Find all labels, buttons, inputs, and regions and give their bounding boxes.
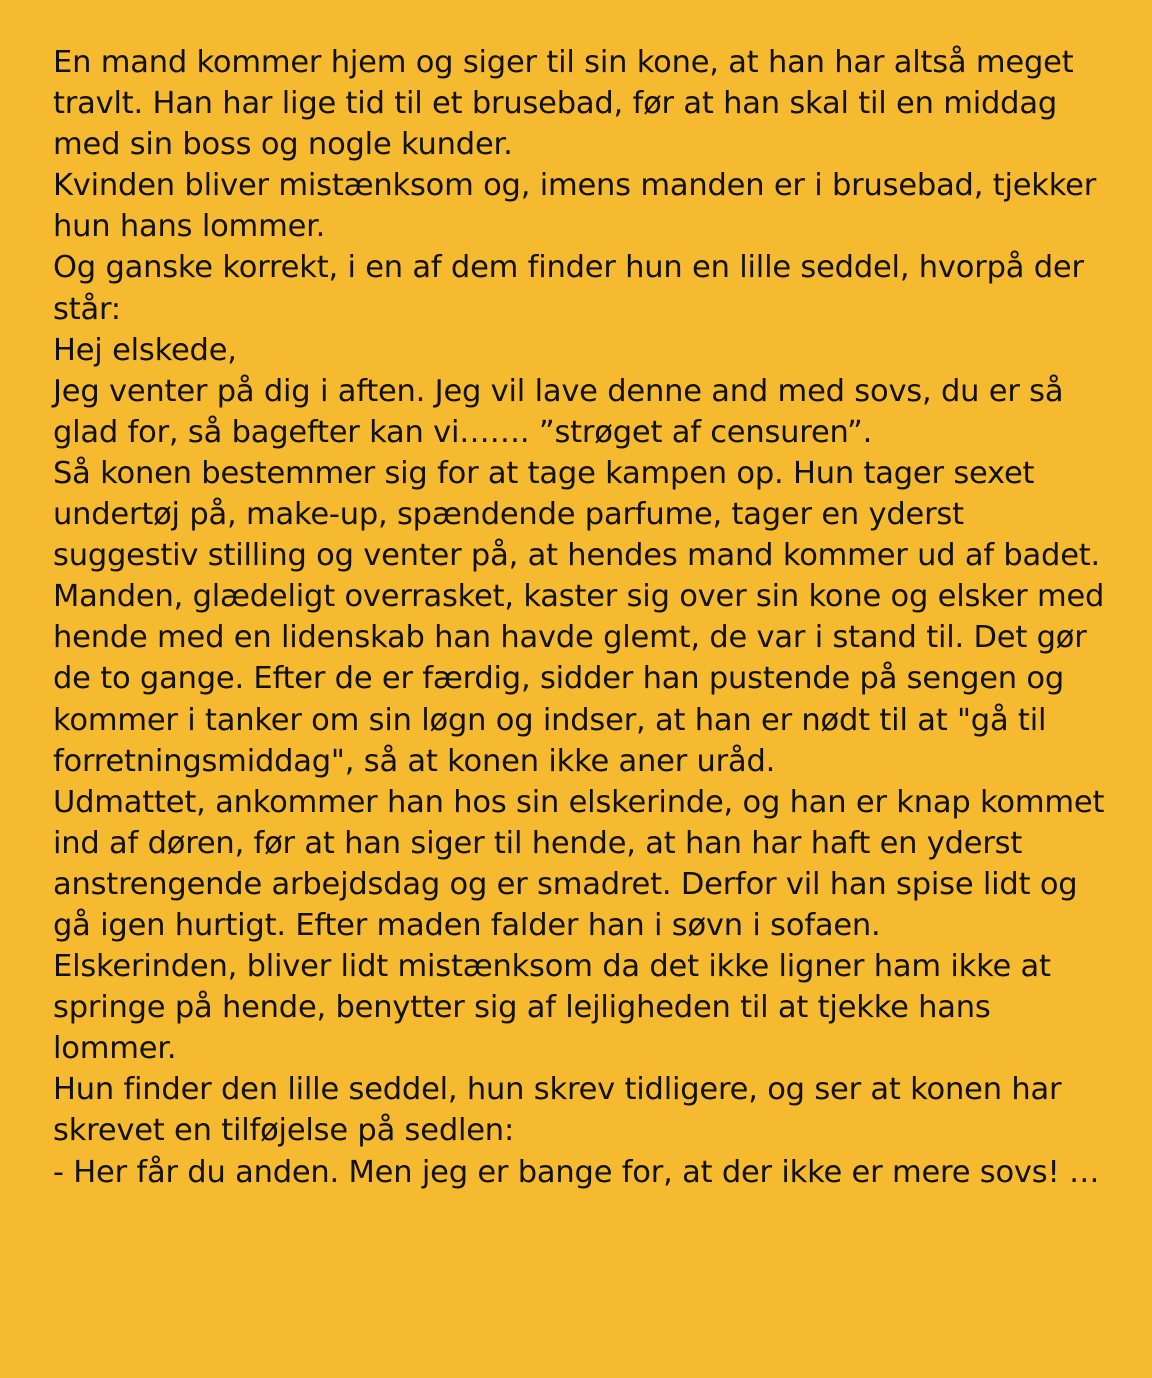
story-paragraph: Elskerinden, bliver lidt mistænksom da det ikke ligner ham ikke at springe på hende, benytter sig af lejligheden til at tjekke hans lommer. (53, 949, 1051, 1067)
note-body: Jeg venter på dig i aften. Jeg vil lave denne and med sovs, du er så glad for, så bagefter kan vi……. ”strøget af censuren”. (53, 373, 1064, 450)
story-paragraph: Så konen bestemmer sig for at tage kampen op. Hun tager sexet undertøj på, make-up, spændende parfume, tager en yderst suggestiv stilling og venter på, at hendes mand kommer ud af badet. Manden, glædeligt overrasket, kaster sig over sin kone og elsker med hende med en lidenskab han havde glemt, de var i stand til. Det gør de to gange. Efter de er færdig, sidder han pustende på sengen og kommer i tanker om sin løgn og indser, at han er nødt til at "gå til forretningsmiddag", så at konen ikke aner uråd. (53, 455, 1105, 779)
story-punchline: - Her får du anden. Men jeg er bange for, at der ikke er mere sovs! … (53, 1154, 1100, 1190)
story-paragraph: Kvinden bliver mistænksom og, imens manden er i brusebad, tjekker hun hans lommer. (53, 168, 1097, 245)
story-paragraph: Hun finder den lille seddel, hun skrev tidligere, og ser at konen har skrevet en tilføjelse på sedlen: (53, 1072, 1062, 1149)
story-paragraph: En mand kommer hjem og siger til sin kone, at han har altså meget travlt. Han har lige tid til et brusebad, før at han skal til en middag med sin boss og nogle kunder. (53, 45, 1074, 163)
story-paragraph: Udmattet, ankommer han hos sin elskerinde, og han er knap kommet ind af døren, før at han siger til hende, at han har haft en yderst anstrengende arbejdsdag og er smadret. Derfor vil han spise lidt og gå igen hurtigt. Efter maden falder han i søvn i sofaen. (53, 784, 1105, 943)
story-text (53, 42, 1113, 1193)
story-paragraph: Og ganske korrekt, i en af dem finder hun en lille seddel, hvorpå der står: (53, 250, 1084, 327)
note-greeting: Hej elskede, (53, 332, 237, 368)
